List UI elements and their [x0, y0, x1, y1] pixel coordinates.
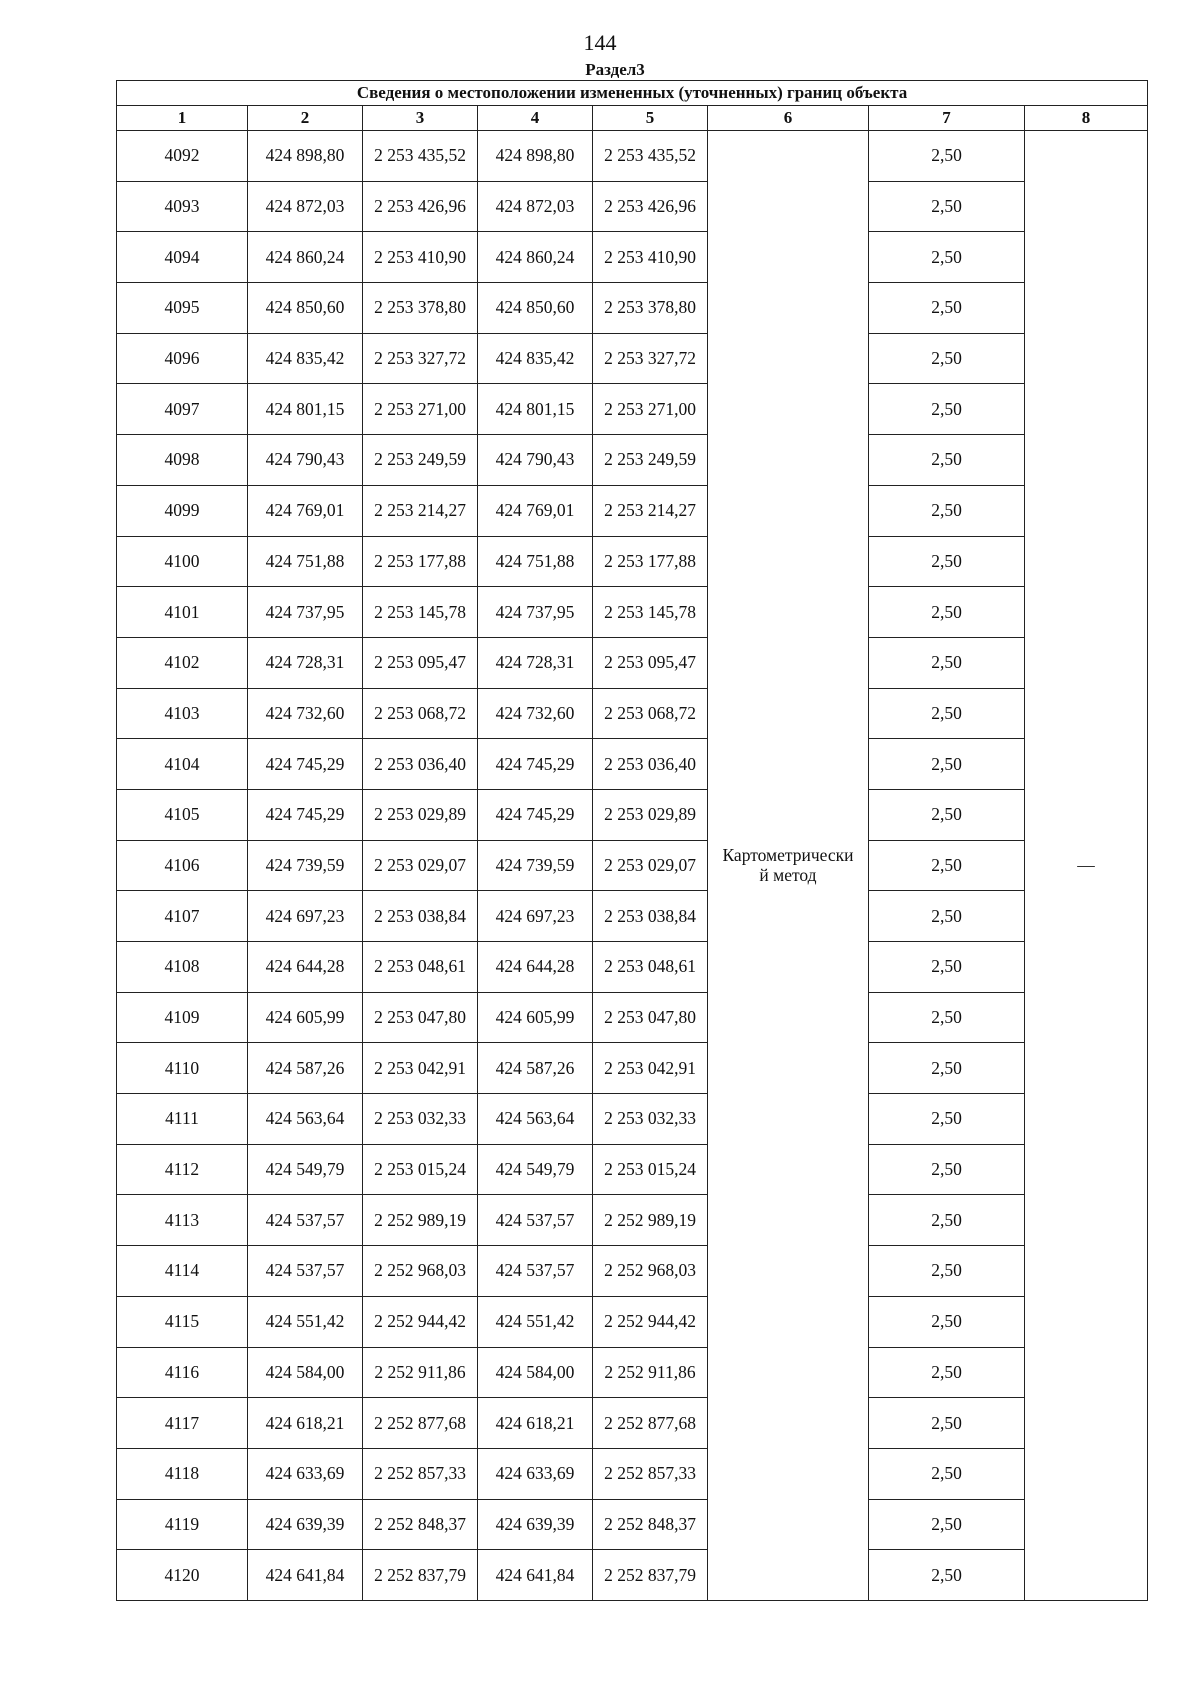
- old-y-coordinate: 2 253 048,61: [363, 942, 478, 993]
- point-number: 4120: [117, 1550, 248, 1601]
- old-x-coordinate: 424 728,31: [248, 637, 363, 688]
- accuracy-value: 2,50: [869, 1499, 1025, 1550]
- old-y-coordinate: 2 253 426,96: [363, 181, 478, 232]
- column-number: 2: [248, 106, 363, 131]
- column-number: 6: [708, 106, 869, 131]
- accuracy-value: 2,50: [869, 587, 1025, 638]
- table-row: [117, 232, 1148, 283]
- new-y-coordinate: 2 253 042,91: [593, 1043, 708, 1094]
- old-x-coordinate: 424 644,28: [248, 942, 363, 993]
- accuracy-value: 2,50: [869, 942, 1025, 993]
- new-x-coordinate: 424 737,95: [478, 587, 593, 638]
- new-x-coordinate: 424 618,21: [478, 1398, 593, 1449]
- old-x-coordinate: 424 639,39: [248, 1499, 363, 1550]
- table-row: [117, 435, 1148, 486]
- new-x-coordinate: 424 872,03: [478, 181, 593, 232]
- new-y-coordinate: 2 253 410,90: [593, 232, 708, 283]
- accuracy-value: 2,50: [869, 181, 1025, 232]
- old-x-coordinate: 424 751,88: [248, 536, 363, 587]
- new-x-coordinate: 424 728,31: [478, 637, 593, 688]
- accuracy-value: 2,50: [869, 1246, 1025, 1297]
- point-number: 4101: [117, 587, 248, 638]
- accuracy-value: 2,50: [869, 637, 1025, 688]
- point-number: 4102: [117, 637, 248, 688]
- table-row: [117, 181, 1148, 232]
- old-x-coordinate: 424 641,84: [248, 1550, 363, 1601]
- table-row: [117, 283, 1148, 334]
- new-y-coordinate: 2 253 426,96: [593, 181, 708, 232]
- point-number: 4103: [117, 688, 248, 739]
- old-y-coordinate: 2 253 177,88: [363, 536, 478, 587]
- old-y-coordinate: 2 253 145,78: [363, 587, 478, 638]
- new-y-coordinate: 2 253 068,72: [593, 688, 708, 739]
- accuracy-value: 2,50: [869, 891, 1025, 942]
- old-y-coordinate: 2 253 029,89: [363, 789, 478, 840]
- old-y-coordinate: 2 253 271,00: [363, 384, 478, 435]
- old-y-coordinate: 2 253 410,90: [363, 232, 478, 283]
- old-y-coordinate: 2 253 038,84: [363, 891, 478, 942]
- accuracy-value: 2,50: [869, 1448, 1025, 1499]
- point-number: 4108: [117, 942, 248, 993]
- table-row: [117, 1296, 1148, 1347]
- table-row: [117, 1043, 1148, 1094]
- new-x-coordinate: 424 537,57: [478, 1246, 593, 1297]
- table-body: [117, 131, 1148, 1601]
- table-row: [117, 840, 1148, 891]
- new-y-coordinate: 2 253 327,72: [593, 333, 708, 384]
- table-row: [117, 789, 1148, 840]
- point-number: 4107: [117, 891, 248, 942]
- old-y-coordinate: 2 253 068,72: [363, 688, 478, 739]
- column-number: 5: [593, 106, 708, 131]
- new-x-coordinate: 424 751,88: [478, 536, 593, 587]
- table-row: [117, 1499, 1148, 1550]
- accuracy-value: 2,50: [869, 333, 1025, 384]
- old-x-coordinate: 424 745,29: [248, 789, 363, 840]
- old-y-coordinate: 2 253 047,80: [363, 992, 478, 1043]
- new-x-coordinate: 424 850,60: [478, 283, 593, 334]
- accuracy-value: 2,50: [869, 435, 1025, 486]
- new-x-coordinate: 424 898,80: [478, 131, 593, 182]
- new-x-coordinate: 424 790,43: [478, 435, 593, 486]
- new-y-coordinate: 2 253 029,89: [593, 789, 708, 840]
- point-number: 4117: [117, 1398, 248, 1449]
- table-row: [117, 739, 1148, 790]
- old-x-coordinate: 424 850,60: [248, 283, 363, 334]
- point-number: 4094: [117, 232, 248, 283]
- new-x-coordinate: 424 644,28: [478, 942, 593, 993]
- old-y-coordinate: 2 252 944,42: [363, 1296, 478, 1347]
- point-number: 4092: [117, 131, 248, 182]
- point-number: 4114: [117, 1246, 248, 1297]
- new-x-coordinate: 424 739,59: [478, 840, 593, 891]
- new-y-coordinate: 2 253 048,61: [593, 942, 708, 993]
- new-y-coordinate: 2 252 911,86: [593, 1347, 708, 1398]
- old-x-coordinate: 424 769,01: [248, 485, 363, 536]
- new-y-coordinate: 2 253 029,07: [593, 840, 708, 891]
- new-y-coordinate: 2 252 877,68: [593, 1398, 708, 1449]
- point-number: 4112: [117, 1144, 248, 1195]
- old-x-coordinate: 424 537,57: [248, 1195, 363, 1246]
- old-x-coordinate: 424 898,80: [248, 131, 363, 182]
- old-x-coordinate: 424 801,15: [248, 384, 363, 435]
- new-y-coordinate: 2 253 145,78: [593, 587, 708, 638]
- table-row: [117, 637, 1148, 688]
- old-y-coordinate: 2 253 378,80: [363, 283, 478, 334]
- new-y-coordinate: 2 253 249,59: [593, 435, 708, 486]
- table-row: [117, 485, 1148, 536]
- old-x-coordinate: 424 860,24: [248, 232, 363, 283]
- accuracy-value: 2,50: [869, 1094, 1025, 1145]
- point-number: 4095: [117, 283, 248, 334]
- boundary-coordinates-table: [116, 80, 1148, 1601]
- column-number-row: [117, 106, 1148, 131]
- new-x-coordinate: 424 605,99: [478, 992, 593, 1043]
- point-number: 4104: [117, 739, 248, 790]
- old-y-coordinate: 2 252 837,79: [363, 1550, 478, 1601]
- point-number: 4099: [117, 485, 248, 536]
- table-row: [117, 992, 1148, 1043]
- table-row: [117, 688, 1148, 739]
- accuracy-value: 2,50: [869, 688, 1025, 739]
- new-x-coordinate: 424 769,01: [478, 485, 593, 536]
- new-x-coordinate: 424 745,29: [478, 789, 593, 840]
- column-number: 7: [869, 106, 1025, 131]
- old-y-coordinate: 2 252 857,33: [363, 1448, 478, 1499]
- old-x-coordinate: 424 605,99: [248, 992, 363, 1043]
- point-number: 4097: [117, 384, 248, 435]
- accuracy-value: 2,50: [869, 1144, 1025, 1195]
- old-x-coordinate: 424 633,69: [248, 1448, 363, 1499]
- accuracy-value: 2,50: [869, 1195, 1025, 1246]
- table-row: [117, 891, 1148, 942]
- new-y-coordinate: 2 253 271,00: [593, 384, 708, 435]
- point-number: 4093: [117, 181, 248, 232]
- point-number: 4115: [117, 1296, 248, 1347]
- old-x-coordinate: 424 584,00: [248, 1347, 363, 1398]
- new-y-coordinate: 2 253 047,80: [593, 992, 708, 1043]
- new-y-coordinate: 2 253 015,24: [593, 1144, 708, 1195]
- old-y-coordinate: 2 253 015,24: [363, 1144, 478, 1195]
- page-number: 144: [583, 30, 617, 55]
- note-dash: —: [1025, 131, 1148, 1601]
- new-x-coordinate: 424 551,42: [478, 1296, 593, 1347]
- point-number: 4119: [117, 1499, 248, 1550]
- point-number: 4109: [117, 992, 248, 1043]
- accuracy-value: 2,50: [869, 384, 1025, 435]
- new-x-coordinate: 424 549,79: [478, 1144, 593, 1195]
- new-y-coordinate: 2 253 435,52: [593, 131, 708, 182]
- table-row: [117, 536, 1148, 587]
- column-number: 8: [1025, 106, 1148, 131]
- old-x-coordinate: 424 549,79: [248, 1144, 363, 1195]
- old-x-coordinate: 424 737,95: [248, 587, 363, 638]
- new-y-coordinate: 2 253 036,40: [593, 739, 708, 790]
- old-y-coordinate: 2 253 029,07: [363, 840, 478, 891]
- new-x-coordinate: 424 641,84: [478, 1550, 593, 1601]
- determination-method: Картометрически й метод: [708, 131, 869, 1601]
- old-x-coordinate: 424 835,42: [248, 333, 363, 384]
- accuracy-value: 2,50: [869, 1043, 1025, 1094]
- new-y-coordinate: 2 253 095,47: [593, 637, 708, 688]
- point-number: 4105: [117, 789, 248, 840]
- new-x-coordinate: 424 697,23: [478, 891, 593, 942]
- table-row: [117, 1246, 1148, 1297]
- table-row: [117, 1398, 1148, 1449]
- table-row: [117, 333, 1148, 384]
- accuracy-value: 2,50: [869, 1296, 1025, 1347]
- old-x-coordinate: 424 618,21: [248, 1398, 363, 1449]
- new-y-coordinate: 2 253 177,88: [593, 536, 708, 587]
- old-y-coordinate: 2 252 989,19: [363, 1195, 478, 1246]
- new-x-coordinate: 424 745,29: [478, 739, 593, 790]
- accuracy-value: 2,50: [869, 131, 1025, 182]
- old-x-coordinate: 424 732,60: [248, 688, 363, 739]
- accuracy-value: 2,50: [869, 992, 1025, 1043]
- accuracy-value: 2,50: [869, 789, 1025, 840]
- old-x-coordinate: 424 745,29: [248, 739, 363, 790]
- point-number: 4098: [117, 435, 248, 486]
- new-y-coordinate: 2 252 968,03: [593, 1246, 708, 1297]
- old-x-coordinate: 424 790,43: [248, 435, 363, 486]
- new-y-coordinate: 2 252 989,19: [593, 1195, 708, 1246]
- table-row: [117, 1195, 1148, 1246]
- new-y-coordinate: 2 253 378,80: [593, 283, 708, 334]
- point-number: 4118: [117, 1448, 248, 1499]
- old-y-coordinate: 2 252 848,37: [363, 1499, 478, 1550]
- old-y-coordinate: 2 253 249,59: [363, 435, 478, 486]
- point-number: 4111: [117, 1094, 248, 1145]
- old-y-coordinate: 2 253 327,72: [363, 333, 478, 384]
- column-number: 4: [478, 106, 593, 131]
- accuracy-value: 2,50: [869, 739, 1025, 790]
- old-x-coordinate: 424 872,03: [248, 181, 363, 232]
- old-x-coordinate: 424 697,23: [248, 891, 363, 942]
- section-title: Раздел3: [585, 60, 645, 79]
- new-x-coordinate: 424 563,64: [478, 1094, 593, 1145]
- new-x-coordinate: 424 860,24: [478, 232, 593, 283]
- old-x-coordinate: 424 537,57: [248, 1246, 363, 1297]
- point-number: 4096: [117, 333, 248, 384]
- table-row: [117, 131, 1148, 182]
- old-y-coordinate: 2 253 032,33: [363, 1094, 478, 1145]
- old-y-coordinate: 2 253 435,52: [363, 131, 478, 182]
- new-x-coordinate: 424 584,00: [478, 1347, 593, 1398]
- accuracy-value: 2,50: [869, 1398, 1025, 1449]
- table-caption: Сведения о местоположении измененных (уточненных) границ объекта: [117, 81, 1148, 106]
- new-y-coordinate: 2 252 837,79: [593, 1550, 708, 1601]
- old-y-coordinate: 2 253 214,27: [363, 485, 478, 536]
- old-x-coordinate: 424 563,64: [248, 1094, 363, 1145]
- old-y-coordinate: 2 253 036,40: [363, 739, 478, 790]
- old-y-coordinate: 2 253 095,47: [363, 637, 478, 688]
- new-y-coordinate: 2 253 032,33: [593, 1094, 708, 1145]
- accuracy-value: 2,50: [869, 840, 1025, 891]
- new-x-coordinate: 424 801,15: [478, 384, 593, 435]
- table-row: [117, 1094, 1148, 1145]
- new-y-coordinate: 2 253 038,84: [593, 891, 708, 942]
- point-number: 4100: [117, 536, 248, 587]
- column-number: 3: [363, 106, 478, 131]
- table-row: [117, 384, 1148, 435]
- new-y-coordinate: 2 253 214,27: [593, 485, 708, 536]
- accuracy-value: 2,50: [869, 1347, 1025, 1398]
- new-y-coordinate: 2 252 848,37: [593, 1499, 708, 1550]
- point-number: 4110: [117, 1043, 248, 1094]
- new-x-coordinate: 424 537,57: [478, 1195, 593, 1246]
- old-y-coordinate: 2 252 877,68: [363, 1398, 478, 1449]
- new-y-coordinate: 2 252 857,33: [593, 1448, 708, 1499]
- table-row: [117, 1144, 1148, 1195]
- accuracy-value: 2,50: [869, 485, 1025, 536]
- table-row: [117, 1550, 1148, 1601]
- table-row: [117, 587, 1148, 638]
- point-number: 4116: [117, 1347, 248, 1398]
- accuracy-value: 2,50: [869, 536, 1025, 587]
- accuracy-value: 2,50: [869, 1550, 1025, 1601]
- old-y-coordinate: 2 252 968,03: [363, 1246, 478, 1297]
- column-number: 1: [117, 106, 248, 131]
- new-x-coordinate: 424 732,60: [478, 688, 593, 739]
- new-x-coordinate: 424 587,26: [478, 1043, 593, 1094]
- old-y-coordinate: 2 253 042,91: [363, 1043, 478, 1094]
- new-x-coordinate: 424 835,42: [478, 333, 593, 384]
- new-y-coordinate: 2 252 944,42: [593, 1296, 708, 1347]
- new-x-coordinate: 424 639,39: [478, 1499, 593, 1550]
- old-x-coordinate: 424 739,59: [248, 840, 363, 891]
- accuracy-value: 2,50: [869, 232, 1025, 283]
- accuracy-value: 2,50: [869, 283, 1025, 334]
- old-y-coordinate: 2 252 911,86: [363, 1347, 478, 1398]
- point-number: 4113: [117, 1195, 248, 1246]
- table-row: [117, 1347, 1148, 1398]
- old-x-coordinate: 424 551,42: [248, 1296, 363, 1347]
- old-x-coordinate: 424 587,26: [248, 1043, 363, 1094]
- table-row: [117, 1448, 1148, 1499]
- point-number: 4106: [117, 840, 248, 891]
- new-x-coordinate: 424 633,69: [478, 1448, 593, 1499]
- table-row: [117, 942, 1148, 993]
